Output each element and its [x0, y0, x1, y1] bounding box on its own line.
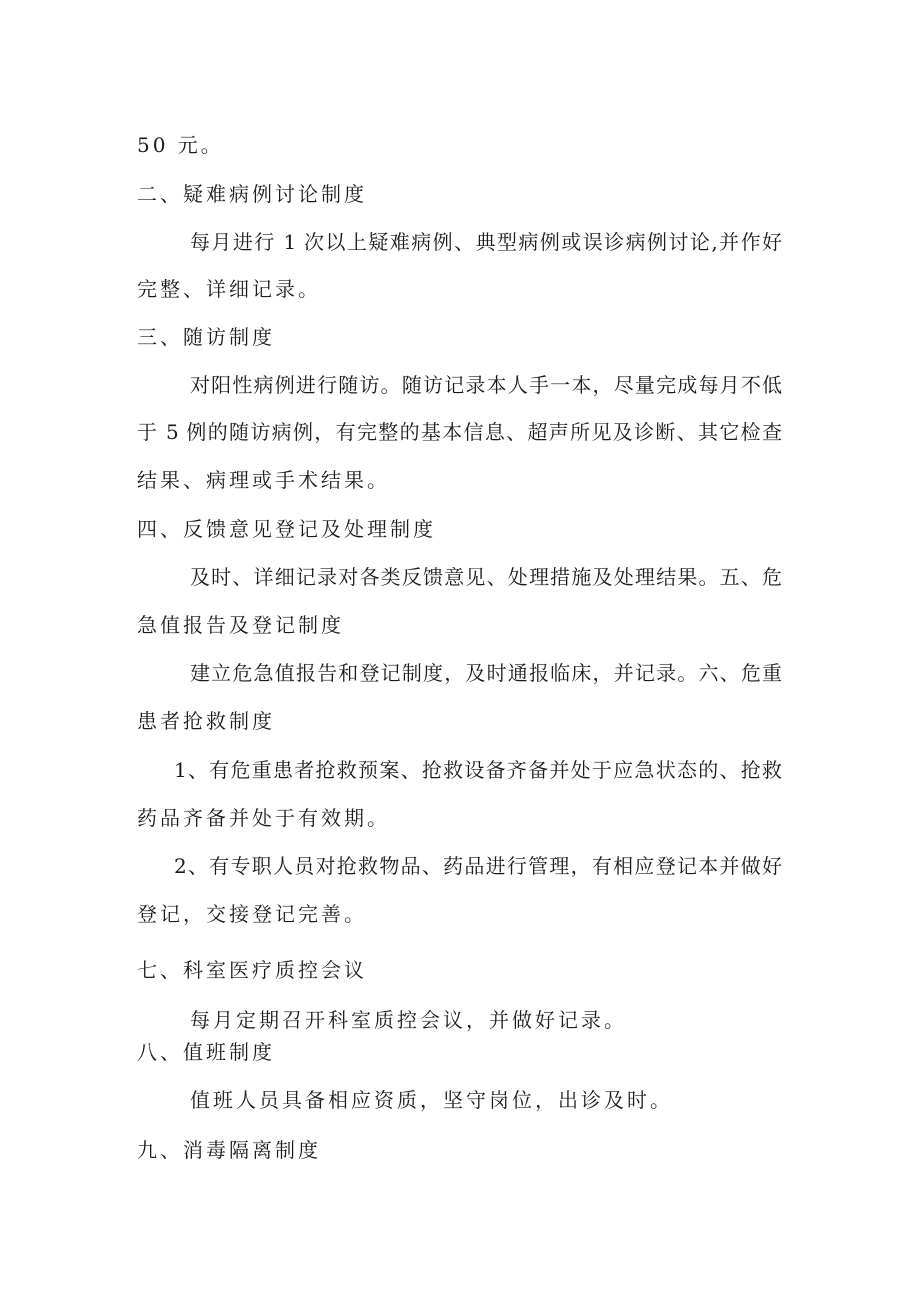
paragraph-line: 值班人员具备相应资质，坚守岗位，出诊及时。	[190, 1088, 673, 1112]
section-heading-3: 三、随访制度	[137, 325, 275, 349]
section-heading-2: 二、疑难病例讨论制度	[137, 182, 367, 206]
section-heading-9: 九、消毒隔离制度	[137, 1138, 321, 1162]
paragraph-line: 于 5 例的随访病例，有完整的基本信息、超声所见及诊断、其它检查	[137, 420, 782, 444]
list-item-2: 2、有专职人员对抢救物品、药品进行管理，有相应登记本并做好	[174, 854, 782, 878]
list-item-1-cont: 药品齐备并处于有效期。	[137, 806, 390, 830]
paragraph-line: 建立危急值报告和登记制度，及时通报临床，并记录。六、危重	[190, 661, 782, 685]
section-heading-7: 七、科室医疗质控会议	[137, 958, 367, 982]
section-heading-4: 四、反馈意见登记及处理制度	[137, 517, 436, 541]
paragraph-line: 对阳性病例进行随访。随访记录本人手一本，尽量完成每月不低	[190, 373, 782, 397]
paragraph-line: 及时、详细记录对各类反馈意见、处理措施及处理结果。五、危	[190, 565, 782, 589]
paragraph-line: 急值报告及登记制度	[137, 613, 344, 637]
paragraph-line: 结果、病理或手术结果。	[137, 468, 390, 492]
paragraph-line: 每月进行 1 次以上疑难病例、典型病例或误诊病例讨论,并作好	[190, 230, 782, 254]
paragraph-line: 每月定期召开科室质控会议，并做好记录。	[190, 1008, 627, 1032]
list-item-2-cont: 登记，交接登记完善。	[137, 902, 367, 926]
paragraph-line: 患者抢救制度	[137, 709, 275, 733]
text-line: 50 元。	[137, 133, 224, 157]
paragraph-line: 完整、详细记录。	[137, 277, 321, 301]
list-item-1: 1、有危重患者抢救预案、抢救设备齐备并处于应急状态的、抢救	[174, 758, 782, 782]
section-heading-8: 八、值班制度	[137, 1040, 275, 1064]
